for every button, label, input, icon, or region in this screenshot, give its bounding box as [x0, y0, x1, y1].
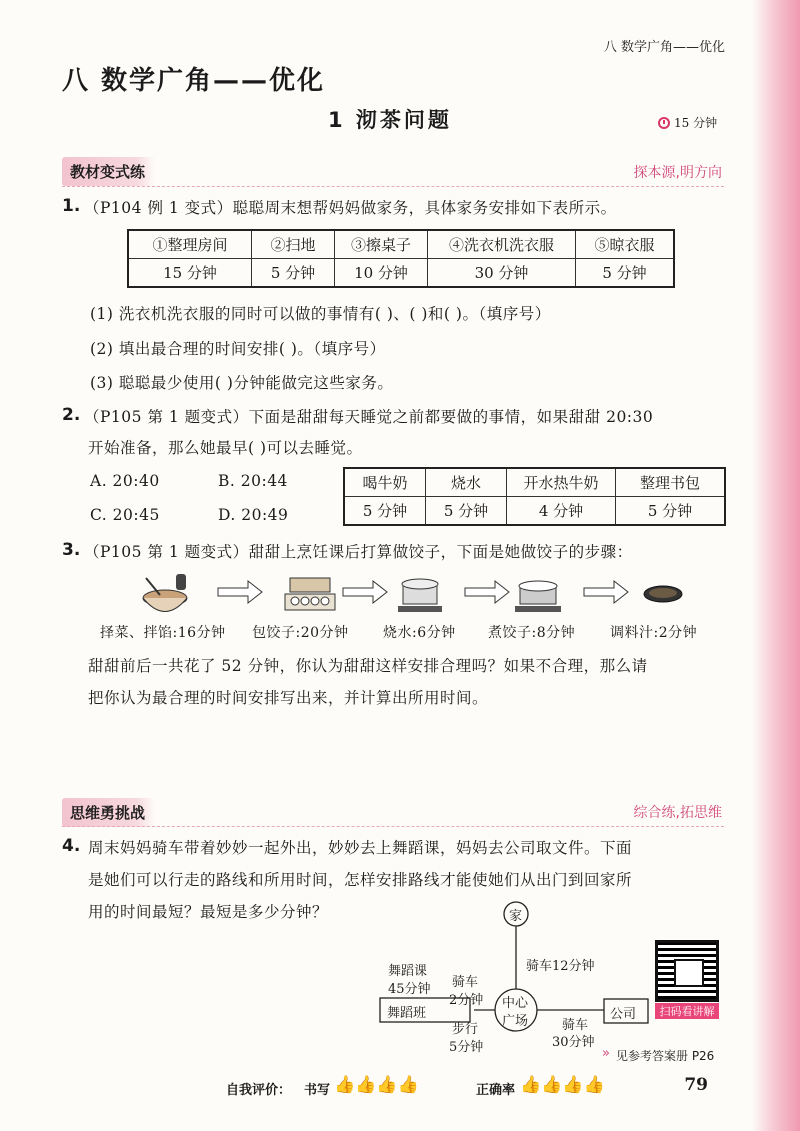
answer-reference: 见参考答案册 P26: [616, 1049, 715, 1063]
table-cell: ⑤晾衣服: [576, 230, 675, 259]
qr-label: 扫码看讲解: [655, 1003, 719, 1019]
map-dance-class-label: 舞蹈课: [388, 964, 428, 979]
section-tag-thinking-challenge: 思维勇挑战: [62, 798, 155, 827]
chapter-title: 八 数学广角——优化: [62, 66, 326, 96]
table-cell: ③擦桌子: [335, 230, 428, 259]
map-dance-class-time: 45分钟: [388, 982, 431, 997]
map-ride-company-time: 30分钟: [552, 1035, 595, 1050]
table-cell: 5 分钟: [576, 259, 675, 288]
question-number-2: 2.: [62, 405, 81, 425]
table-cell: ②扫地: [252, 230, 335, 259]
option-b[interactable]: B. 20:44: [218, 472, 288, 490]
table-cell: 5 分钟: [252, 259, 335, 288]
thumbs-up-icon[interactable]: 👍: [376, 1075, 398, 1095]
table-cell: 开水热牛奶: [507, 468, 616, 497]
question-3-prompt-line-2: 把你认为最合理的时间安排写出来，并计算出所用时间。: [88, 689, 489, 707]
question-4-line-2: 是她们可以行走的路线和所用时间，怎样安排路线才能使她们从出门到回家所: [88, 871, 633, 889]
table-cell: 30 分钟: [428, 259, 576, 288]
section-subtitle: 综合练,拓思维: [633, 805, 722, 821]
mixing-bowl-icon: [143, 574, 187, 612]
table-cell: 5 分钟: [616, 497, 726, 526]
thumbs-up-icon[interactable]: 👍: [541, 1075, 563, 1095]
step-label-1: 择菜、拌馅:16分钟: [100, 625, 226, 641]
time-label: 15 分钟: [674, 116, 718, 130]
question-number-4: 4.: [62, 836, 81, 856]
thumbs-up-icon[interactable]: 👍: [334, 1075, 356, 1095]
question-4-line-1: 周末妈妈骑车带着妙妙一起外出，妙妙去上舞蹈课，妈妈去公司取文件。下面: [88, 839, 633, 857]
question-1-part-1[interactable]: (1) 洗衣机洗衣服的同时可以做的事情有( )、( )和( )。（填序号）: [90, 305, 551, 323]
sauce-dish-icon: [644, 586, 682, 602]
question-3-prompt-line-1: 甜甜前后一共花了 52 分钟，你认为甜甜这样安排合理吗？如果不合理，那么请: [88, 657, 648, 675]
table-cell: ④洗衣机洗衣服: [428, 230, 576, 259]
arrow-icon: [343, 581, 387, 603]
thumbs-up-icon[interactable]: 👍: [562, 1075, 584, 1095]
arrow-icon: [218, 581, 262, 603]
map-company: 公司: [610, 1007, 637, 1022]
map-ride-dance-time: 2分钟: [449, 993, 484, 1008]
thumbs-up-icon[interactable]: 👍: [520, 1075, 542, 1095]
page-number: 79: [684, 1075, 708, 1095]
map-walk-dance-label: 步行: [452, 1022, 479, 1037]
map-ride-dance-label: 骑车: [452, 975, 479, 990]
qr-code[interactable]: [655, 940, 719, 1002]
running-head: 八 数学广角——优化: [603, 40, 725, 55]
map-ride-company-label: 骑车: [562, 1018, 589, 1033]
table-cell: 烧水: [426, 468, 507, 497]
dumplings-icon: [285, 578, 335, 610]
map-dance-studio: 舞蹈班: [387, 1006, 427, 1021]
question-3-stem: （P105 第 1 题变式）甜甜上烹饪课后打算做饺子，下面是她做饺子的步骤：: [84, 543, 633, 561]
table-cell: 4 分钟: [507, 497, 616, 526]
writing-thumbs-rating[interactable]: [334, 1075, 419, 1095]
map-center-line-1: 中心: [502, 996, 529, 1011]
step-label-5: 调料汁:2分钟: [610, 625, 698, 641]
accuracy-thumbs-rating[interactable]: [520, 1075, 605, 1095]
step-label-3: 烧水:6分钟: [383, 625, 456, 641]
option-a[interactable]: A. 20:40: [90, 472, 160, 490]
step-label-2: 包饺子:20分钟: [252, 625, 349, 641]
option-c[interactable]: C. 20:45: [90, 506, 160, 524]
question-number-1: 1.: [62, 196, 81, 216]
answer-arrow-icon: »: [602, 1046, 610, 1061]
table-cell: 5 分钟: [426, 497, 507, 526]
table-cell: 5 分钟: [344, 497, 426, 526]
map-ride-home: 骑车12分钟: [526, 959, 595, 974]
section-subtitle: 探本源,明方向: [633, 165, 722, 181]
question-number-3: 3.: [62, 540, 81, 560]
thumbs-up-icon[interactable]: 👍: [355, 1075, 377, 1095]
map-center-line-2: 广场: [502, 1014, 529, 1029]
question-1-part-2[interactable]: (2) 填出最合理的时间安排( )。（填序号）: [90, 340, 386, 358]
map-home: 家: [509, 909, 523, 924]
table-cell: 喝牛奶: [344, 468, 426, 497]
writing-label: 书写: [304, 1083, 331, 1098]
question-1-stem: （P104 例 1 变式）聪聪周末想帮妈妈做家务，具体家务安排如下表所示。: [84, 199, 617, 217]
table-cell: 10 分钟: [335, 259, 428, 288]
thumbs-up-icon[interactable]: 👍: [397, 1075, 419, 1095]
arrow-icon: [584, 581, 628, 603]
cooking-dumplings-icon: [515, 581, 561, 612]
question-2-stem-line-2[interactable]: 开始准备，那么她最早( )可以去睡觉。: [88, 439, 363, 457]
question-2-stem-line-1: （P105 第 1 题变式）下面是甜甜每天睡觉之前都要做的事情，如果甜甜 20:30: [84, 408, 654, 426]
table-cell: ①整理房间: [128, 230, 252, 259]
accuracy-label: 正确率: [476, 1083, 516, 1098]
table-cell: 15 分钟: [128, 259, 252, 288]
step-label-4: 煮饺子:8分钟: [488, 625, 576, 641]
section-divider: [62, 826, 724, 827]
thumbs-up-icon[interactable]: 👍: [583, 1075, 605, 1095]
self-evaluation-label: 自我评价：: [226, 1083, 292, 1098]
arrow-icon: [465, 581, 509, 603]
question-1-part-3[interactable]: (3) 聪聪最少使用( )分钟能做完这些家务。: [90, 374, 394, 392]
map-walk-dance-time: 5分钟: [449, 1040, 484, 1055]
question-4-line-3: 用的时间最短？最短是多少分钟？: [88, 903, 329, 921]
boiling-pot-icon: [398, 579, 442, 612]
section-tag-textbook-variants: 教材变式练: [62, 157, 155, 186]
option-d[interactable]: D. 20:49: [218, 506, 289, 524]
table-cell: 整理书包: [616, 468, 726, 497]
lesson-title: 1 沏茶问题: [328, 108, 452, 132]
